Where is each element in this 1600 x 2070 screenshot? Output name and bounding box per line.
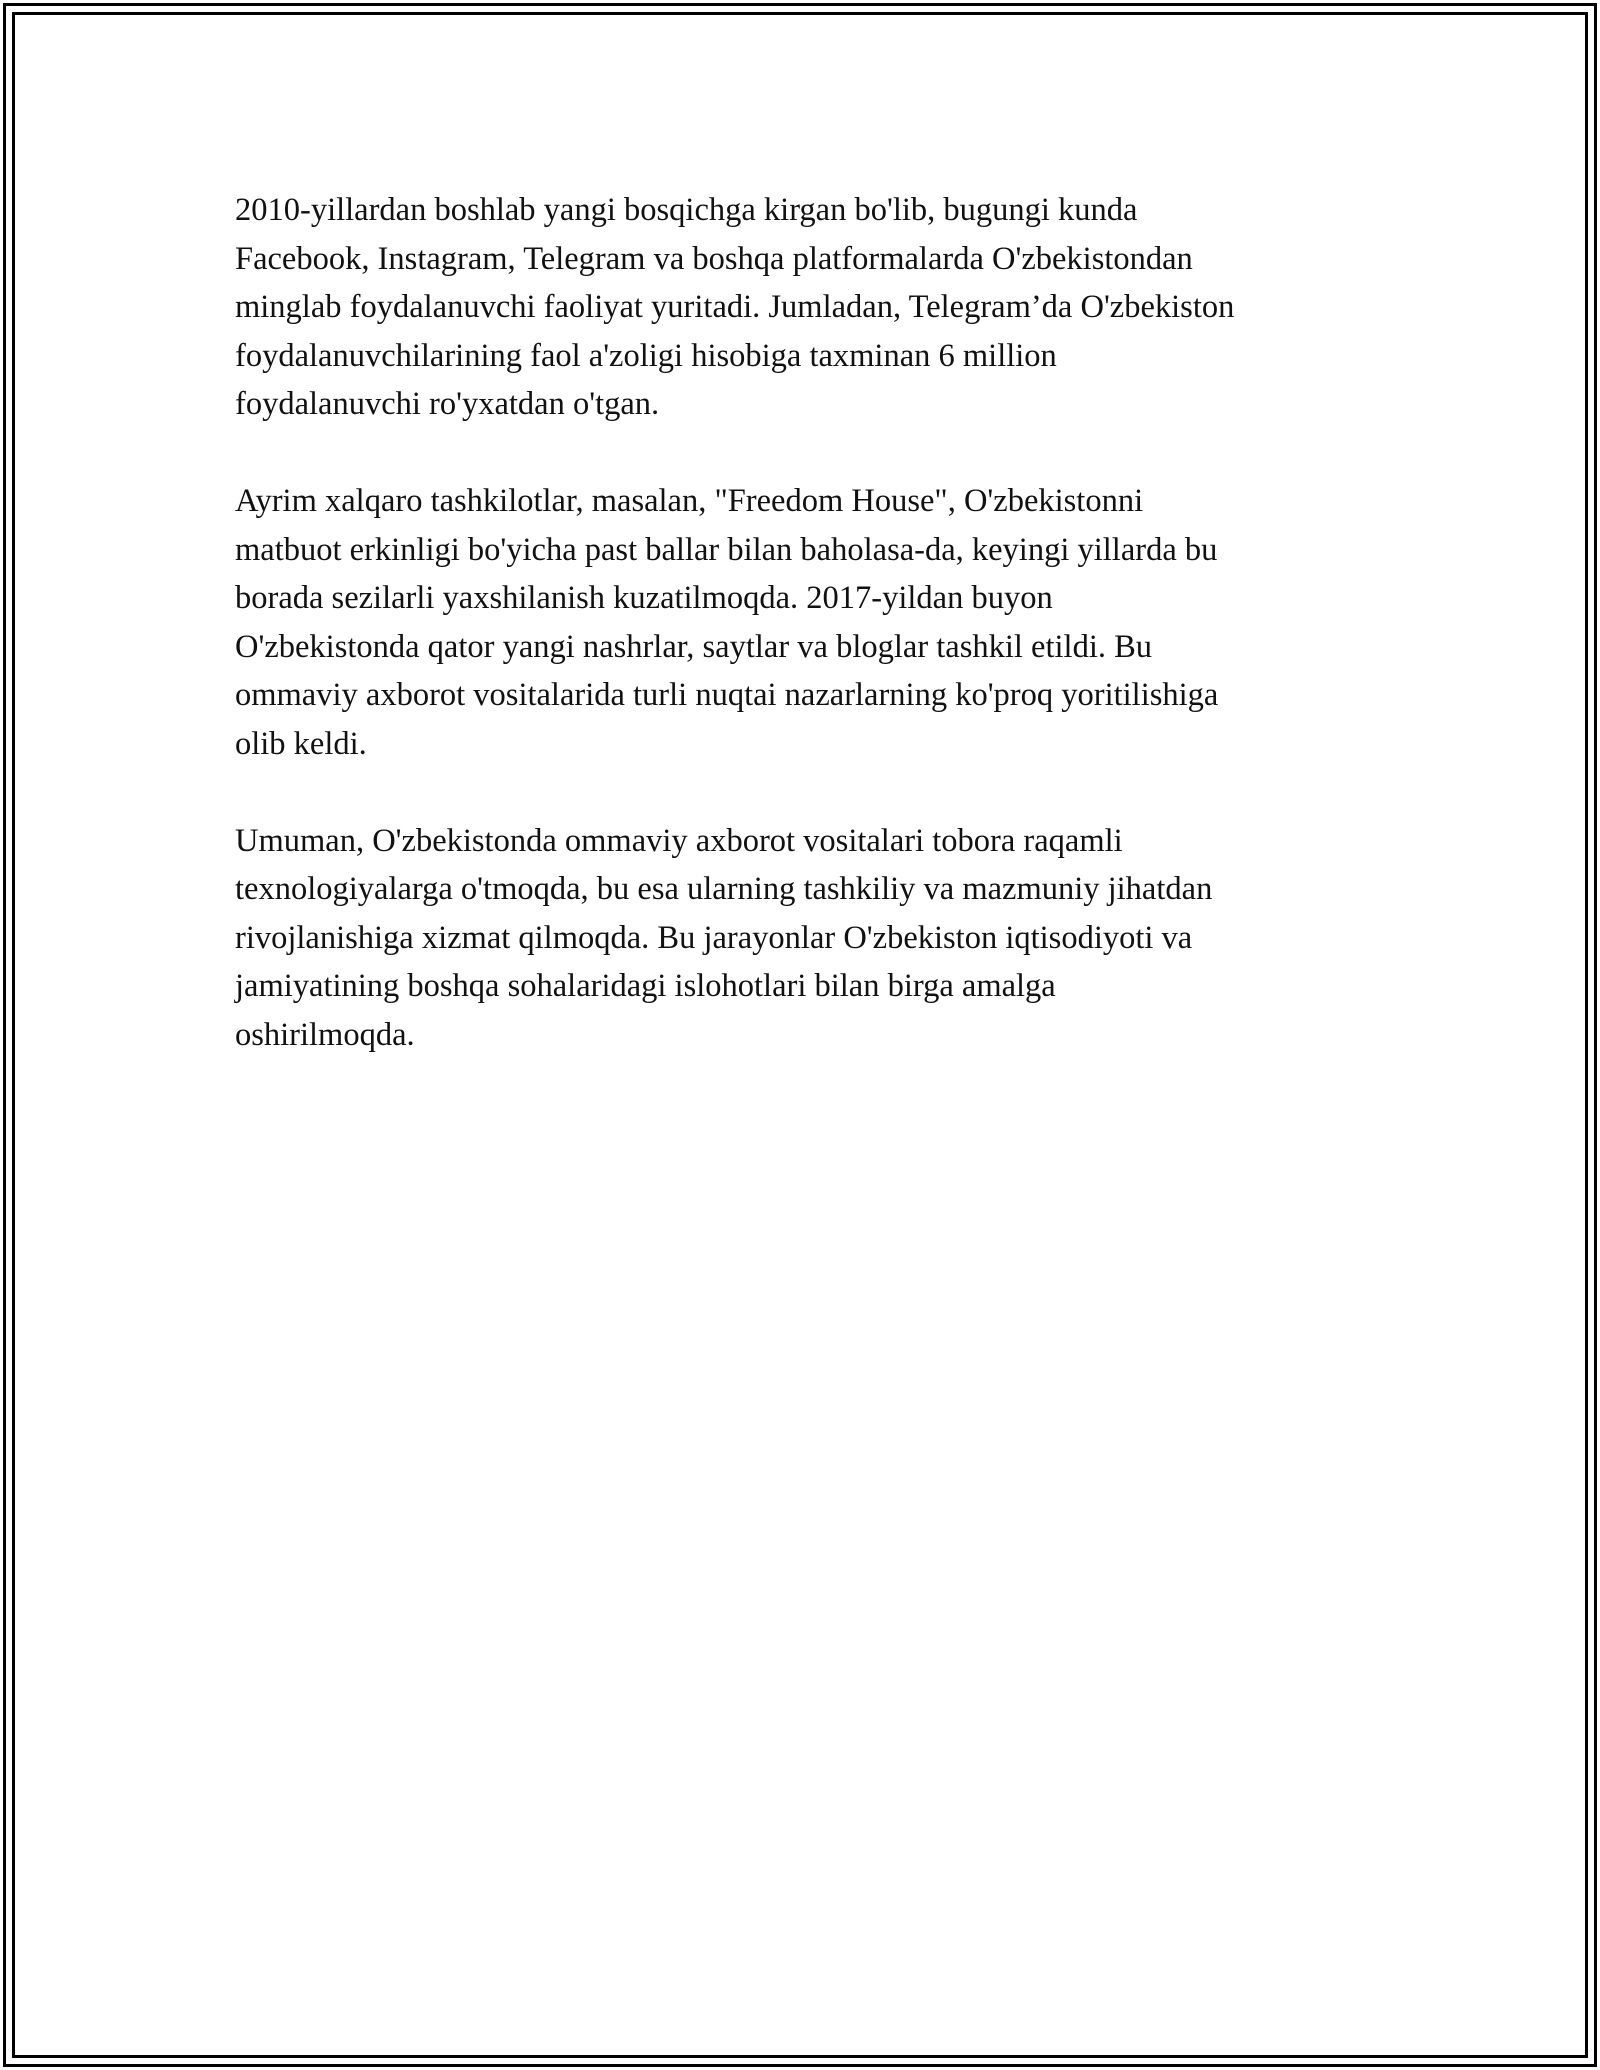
paragraph-line: ommaviy axborot vositalarida turli nuqtai nazarlarning ko'proq yoritilishiga xyxy=(235,677,1219,713)
paragraph-line: borada sezilarli yaxshilanish kuzatilmoqda. 2017-yildan buyon xyxy=(235,580,1053,616)
paragraph-line: minglab foydalanuvchi faoliyat yuritadi. Jumladan, Telegram’da O'zbekiston xyxy=(235,289,1235,325)
paragraph-line: Facebook, Instagram, Telegram va boshqa platformalarda O'zbekistondan xyxy=(235,240,1193,277)
paragraph-line: rivojlanishiga xizmat qilmoqda. Bu jarayonlar O'zbekiston iqtisodiyoti va xyxy=(235,919,1193,956)
paragraph-line: O'zbekistonda qator yangi nashrlar, saytlar va bloglar tashkil etildi. Bu xyxy=(235,628,1153,665)
paragraph-line: jamiyatining boshqa sohalaridagi islohotlari bilan birga amalga xyxy=(235,968,1056,1004)
paragraph-line: texnologiyalarga o'tmoqda, bu esa ularning tashkiliy va mazmuniy jihatdan xyxy=(235,871,1213,907)
paragraph-line: oshirilmoqda. xyxy=(235,1016,415,1053)
paragraph-2 xyxy=(235,477,1395,768)
paragraph-line: foydalanuvchilarining faol a'zoligi hisobiga taxminan 6 million xyxy=(235,337,1057,374)
paragraph-line: 2010-yillardan boshlab yangi bosqichga kirgan bo'lib, bugungi kunda xyxy=(235,192,1138,228)
paragraph-line: matbuot erkinligi bo'yicha past ballar bilan baholasa-da, keyingi yillarda bu xyxy=(235,531,1218,568)
paragraph-line: foydalanuvchi ro'yxatdan o'tgan. xyxy=(235,386,660,422)
document-body xyxy=(235,186,1395,1108)
paragraph-3 xyxy=(235,817,1395,1060)
paragraph-line: Umuman, O'zbekistonda ommaviy axborot vositalari tobora raqamli xyxy=(235,822,1123,859)
paragraph-line: Ayrim xalqaro tashkilotlar, masalan, "Freedom House", O'zbekistonni xyxy=(235,483,1144,519)
paragraph-line: olib keldi. xyxy=(235,725,367,762)
paragraph-1 xyxy=(235,186,1395,429)
